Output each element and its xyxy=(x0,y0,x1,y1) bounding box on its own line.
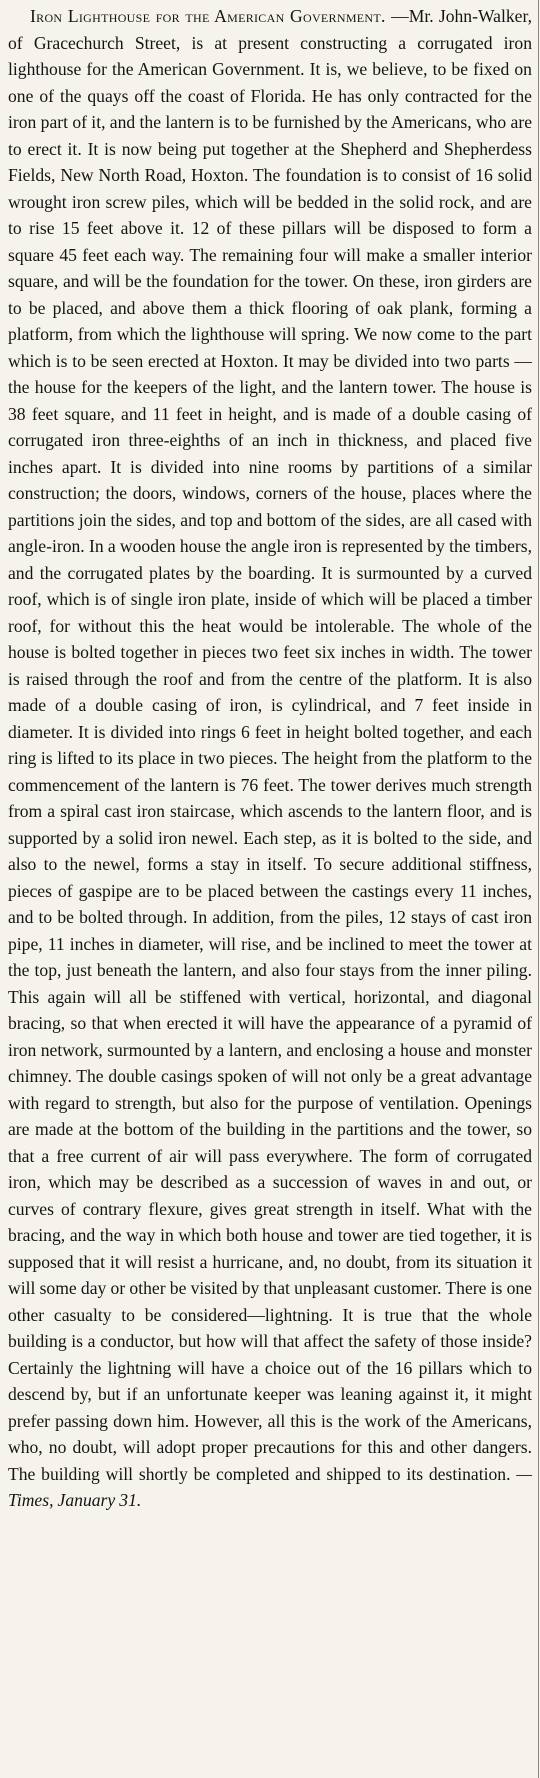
article-opening: —Mr. John-Walker, of Gracechurch Street, is at present constructing a corrugated iron lighthouse for the American Government. xyxy=(8,6,532,79)
article-paragraph xyxy=(8,3,532,1514)
article-source: —Times, January 31. xyxy=(8,1463,532,1510)
article-body: It is, we believe, to be fixed on one of the quays off the coast of Florida. He has only contracted for the iron part of it, and the lantern is to be furnished by the Americans, who are to erect it. It is now being put together at the Shepherd and Shepherdess Fields, New North Road, Hoxton. The foundation is to consist of 16 solid wrought iron screw piles, which will be bedded in the solid rock, and are to rise 15 feet above it. 12 of these pillars will be disposed to form a square 45 feet each way. The remaining four will make a smaller interior square, and will be the foundation for the tower. On these, iron girders are to be placed, and above them a thick flooring of oak plank, forming a platform, from which the lighthouse will spring. We now come to the part which is to be seen erected at Hoxton. It may be divided into two parts —the house for the keepers of the light, and the lantern tower. The house is 38 feet square, and 11 feet in height, and is made of a double casing of corrugated iron three-eighths of an inch in thickness, and placed five inches apart. It is divided into nine rooms by partitions of a similar construction; the doors, windows, corners of the house, places where the partitions join the sides, and top and bottom of the sides, are all cased with angle-iron. In a wooden house the angle iron is represented by the timbers, and the corrugated plates by the boarding. It is surmounted by a curved roof, which is of single iron plate, inside of which will be placed a timber roof, for without this the heat would be intolerable. The whole of the house is bolted together in pieces two feet six inches in width. The tower is raised through the roof and from the centre of the platform. It is also made of a double casing of iron, is cylindrical, and 7 feet inside in diameter. It is divided into rings 6 feet in height bolted together, and each ring is lifted to its place in two pieces. The height from the platform to the commencement of the lantern is 76 feet. The tower derives much strength from a spiral cast iron staircase, which ascends to the lantern floor, and is supported by a solid iron newel. Each step, as it is bolted to the side, and also to the newel, forms a stay in itself. To secure additional stiffness, pieces of gaspipe are to be placed between the castings every 11 inches, and to be bolted through. In addition, from the piles, 12 stays of cast iron pipe, 11 inches in diameter, will rise, and be inclined to meet the tower at the top, just beneath the lantern, and also four stays from the inner piling. This again will all be stiffened with vertical, horizontal, and diagonal bracing, so that when erected it will have the appearance of a pyramid of iron network, surmounted by a lantern, and enclosing a house and monster chimney. The double casings spoken of will not only be a great advantage with regard to strength, but also for the purpose of ventilation. Openings are made at the bottom of the building in the partitions and the tower, so that a free current of air will pass everywhere. The form of corrugated iron, which may be described as a succession of waves in and out, or curves of contrary flexure, gives great strength in itself. What with the bracing, and the way in which both house and tower are tied together, it is supposed that it will resist a hurricane, and, no doubt, from its situation it will some day or other be visited by that unpleasant customer. There is one other casualty to be considered—lightning. It is true that the whole building is a conductor, but how will that affect the safety of those inside? Certainly the lightning will have a choice out of the 16 pillars which to descend by, but if an unfortunate keeper was leaning against it, it might prefer passing down him. However, all this is the work of the Americans, who, no doubt, will adopt proper precautions for this and other dangers. The building will shortly be completed and shipped to its destination. xyxy=(8,59,532,1484)
column-rule xyxy=(538,0,539,1778)
article xyxy=(8,3,532,1514)
article-headline: Iron Lighthouse for the American Government. xyxy=(30,6,386,26)
